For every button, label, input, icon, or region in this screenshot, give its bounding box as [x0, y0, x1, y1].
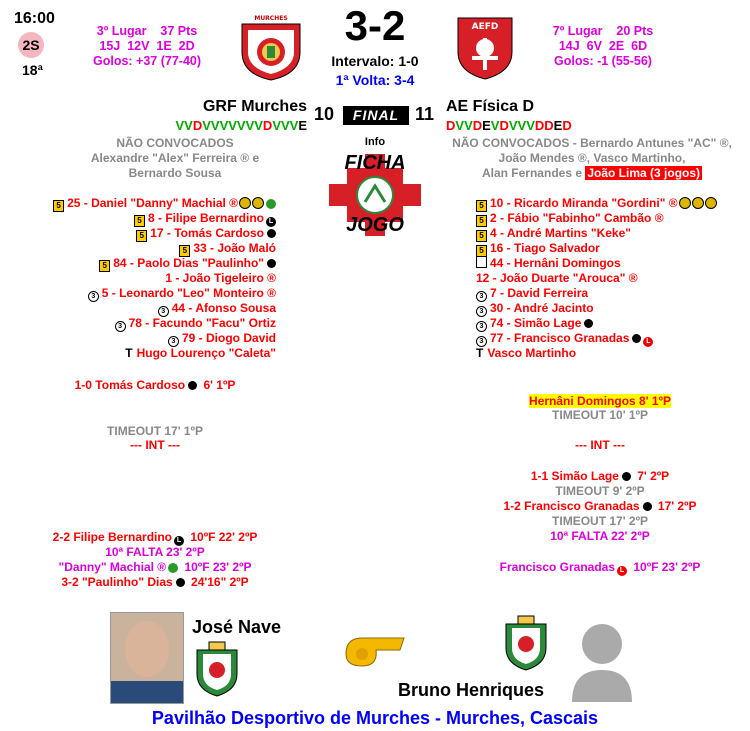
away-form-result: D [534, 118, 545, 133]
event-text [105, 545, 205, 559]
event-text [53, 530, 258, 544]
event-line [440, 484, 750, 499]
home-form-result: V [175, 118, 185, 133]
goal-ball-icon [584, 319, 593, 328]
referee-1-photo [110, 612, 184, 704]
event-text [75, 378, 236, 392]
event-label: 1-1 Simão Lage [530, 469, 619, 483]
ficha-jogo-button[interactable] [325, 150, 425, 240]
player-name: 79 - Diogo David [181, 331, 276, 345]
event-text [555, 484, 644, 498]
away-form-result: V [464, 118, 473, 133]
home-points: 37 Pts [160, 24, 198, 38]
not-called-line: João Mendes ®, Vasco Martinho, [498, 151, 686, 165]
award-icon [252, 197, 264, 209]
event-label: 3-2 "Paulinho" Dias [61, 575, 173, 589]
player-row[interactable] [134, 211, 276, 226]
player-row[interactable] [476, 316, 593, 331]
division-badge-text: 2S [22, 37, 40, 53]
away-form [446, 118, 572, 133]
player-row[interactable] [476, 241, 600, 256]
home-form-result: V [272, 118, 281, 133]
event-label: Hernâni Domingos 8' 1ºP [529, 394, 671, 408]
event-text [575, 438, 625, 452]
info-label: Info [364, 136, 386, 148]
coach-icon: T [125, 346, 133, 360]
substitute-icon: 3 [168, 336, 179, 347]
away-stats [528, 24, 678, 69]
player-row[interactable] [165, 271, 276, 286]
not-called-line: Bernardo Sousa [128, 166, 222, 180]
goal-ball-icon [267, 259, 276, 268]
home-record: 15J 12V 1E 2D [99, 39, 195, 53]
player-name: 4 - André Martins "Keke" [490, 226, 631, 240]
event-line [0, 378, 315, 393]
player-name: 8 - Filipe Bernardino [147, 211, 264, 225]
player-row[interactable] [476, 301, 594, 316]
event-line [440, 408, 750, 423]
score: 3-2 [344, 2, 406, 49]
event-label: 10ª FALTA 22' 2ºP [550, 529, 650, 543]
green-card-icon [168, 563, 178, 573]
foul-icon: L [266, 217, 276, 227]
home-form-result: V [236, 118, 246, 133]
venue[interactable]: Pavilhão Desportivo de Murches - Murches, Cascais [151, 708, 599, 728]
home-seed: 10 [314, 104, 335, 124]
event-time: 10ºF 23' 2ºP [630, 560, 701, 574]
goal-ball-icon [632, 334, 641, 343]
event-line [440, 438, 750, 453]
referee-2-crest-icon [502, 614, 550, 672]
foul-icon: L [643, 337, 653, 347]
event-line [440, 529, 750, 544]
home-not-called [50, 136, 300, 181]
not-called-line: Alexandre "Alex" Ferreira ® e [90, 151, 260, 165]
starter-icon: 5 [99, 260, 110, 272]
foul-icon: L [174, 536, 184, 546]
player-name: 10 - Ricardo Miranda "Gordini" ® [490, 196, 678, 210]
player-row[interactable] [476, 256, 621, 271]
away-seed: 11 [415, 104, 435, 124]
away-form-result: E [553, 118, 563, 133]
home-form-result: V [219, 118, 229, 133]
player-name: 2 - Fábio "Fabinho" Cambão ® [490, 211, 664, 225]
division-badge [18, 32, 44, 58]
away-form-result: D [544, 118, 554, 133]
player-name: 5 - Leonardo "Leo" Monteiro ® [101, 286, 276, 300]
jogo-text: JOGO [346, 214, 404, 236]
player-name: 30 - André Jacinto [490, 301, 594, 315]
event-line [0, 424, 315, 439]
player-name: Hugo Lourenço "Caleta" [136, 346, 276, 360]
starter-icon: 5 [476, 230, 487, 242]
home-form-result: V [210, 118, 220, 133]
goal-ball-icon [643, 502, 652, 511]
home-team-name[interactable]: GRF Murches [202, 98, 307, 115]
starter-icon: 5 [179, 245, 190, 257]
player-row[interactable] [99, 256, 276, 271]
substitute-icon: 3 [476, 306, 487, 317]
event-text [107, 424, 203, 438]
award-icon [239, 197, 251, 209]
home-form-result: V [280, 118, 290, 133]
player-name: 12 - João Duarte "Arouca" ® [476, 271, 638, 285]
referee-2-photo-placeholder [566, 612, 638, 702]
home-crest-text: MURCHES [254, 15, 288, 22]
home-crest[interactable] [236, 12, 306, 82]
event-line [0, 575, 315, 590]
whistle-icon [342, 630, 408, 670]
player-row[interactable] [125, 346, 276, 361]
player-name: 25 - Daniel "Danny" Machial ® [67, 196, 238, 210]
player-row[interactable] [476, 331, 653, 346]
player-row[interactable] [476, 196, 717, 211]
event-text [529, 394, 671, 408]
player-name: 7 - David Ferreira [490, 286, 589, 300]
player-name: 44 - Afonso Sousa [171, 301, 276, 315]
home-form-result: V [245, 118, 255, 133]
event-label: 2-2 Filipe Bernardino [52, 530, 173, 544]
event-line [0, 545, 315, 560]
substitute-icon: 3 [476, 336, 487, 347]
player-row[interactable] [476, 211, 664, 226]
player-row[interactable] [158, 301, 276, 316]
event-text [500, 560, 701, 574]
starter-icon: 5 [476, 200, 487, 212]
away-crest-text: AEFD [471, 22, 499, 32]
not-called-line: NÃO CONVOCADOS - Bernardo Antunes "AC" ®, [452, 136, 732, 150]
event-line [440, 560, 750, 575]
player-name: 17 - Tomás Cardoso [150, 226, 264, 240]
away-form-result: V [455, 118, 465, 133]
starter-icon: 5 [53, 200, 64, 212]
halftime-score: Intervalo: 1-0 [331, 53, 419, 69]
event-text [130, 438, 180, 452]
green-card-icon [266, 199, 276, 209]
away-points: 20 Pts [616, 24, 654, 38]
event-line [440, 499, 750, 514]
player-name: 16 - Tiago Salvador [490, 241, 600, 255]
player-name: 1 - João Tigeleiro ® [165, 271, 276, 285]
status-badge [343, 106, 409, 125]
event-label: TIMEOUT 10' 1ºP [552, 408, 648, 422]
event-time: 10ºF 23' 2ºP [181, 560, 252, 574]
player-row[interactable] [88, 286, 276, 301]
event-text [61, 575, 248, 589]
away-goals: Golos: -1 (55-56) [554, 54, 652, 68]
award-icon [692, 197, 704, 209]
status-text: FINAL [352, 107, 400, 123]
event-text [59, 560, 252, 574]
starter-icon: 5 [136, 230, 147, 242]
starter-icon: 5 [476, 245, 487, 257]
first-leg-score: 1ª Volta: 3-4 [335, 72, 415, 88]
event-time: 7' 2ºP [633, 469, 670, 483]
player-row[interactable] [179, 241, 276, 256]
coach-icon: T [476, 346, 484, 360]
home-form-result: V [254, 118, 263, 133]
home-form-result: D [262, 118, 273, 133]
award-icon [705, 197, 717, 209]
away-form-result: E [482, 118, 491, 133]
foul-icon: L [617, 566, 627, 576]
not-called-line: Alan Fernandes e João Lima (3 jogos) [481, 166, 701, 180]
goal-ball-icon [267, 229, 276, 238]
player-row[interactable] [53, 196, 276, 211]
home-form-result: D [192, 118, 203, 133]
player-name: 77 - Francisco Granadas [490, 331, 630, 345]
home-crest-icon [236, 12, 306, 82]
event-time: 10ºF 22' 2ºP [187, 530, 258, 544]
event-label: 1-2 Francisco Granadas [503, 499, 640, 513]
event-text [504, 499, 697, 513]
event-line [440, 394, 750, 409]
ficha-text: FICHA [344, 152, 406, 174]
goal-ball-icon [176, 578, 185, 587]
away-form-result: V [508, 118, 518, 133]
home-form [140, 118, 307, 133]
player-row[interactable] [476, 271, 638, 286]
player-name: Vasco Martinho [487, 346, 577, 360]
event-text [552, 408, 648, 422]
away-crest-icon [454, 12, 516, 82]
home-form-result: V [184, 118, 193, 133]
home-form-result: V [289, 118, 299, 133]
away-form-result: D [499, 118, 509, 133]
goal-ball-icon [188, 381, 197, 390]
player-name: 44 - Hernâni Domingos [490, 256, 621, 270]
substitute-icon: 3 [88, 291, 99, 302]
away-form-result: D [562, 118, 572, 133]
player-name: 74 - Simão Lage [490, 316, 582, 330]
event-line [0, 438, 315, 453]
event-label: --- INT --- [575, 438, 625, 452]
away-form-result: V [517, 118, 527, 133]
away-crest[interactable] [454, 12, 516, 82]
goalkeeper-starter-icon [476, 256, 487, 268]
starter-icon: 5 [476, 215, 487, 227]
home-goals: Golos: +37 (77-40) [92, 54, 202, 68]
event-time: 6' 1ºP [200, 378, 236, 392]
home-place: 3º Lugar [96, 24, 147, 38]
away-form-result: D [446, 118, 456, 133]
player-row[interactable] [476, 346, 576, 361]
event-label: TIMEOUT 17' 1ºP [107, 424, 203, 438]
event-time: 17' 2ºP [654, 499, 697, 513]
player-name: 78 - Facundo "Facu" Ortiz [128, 316, 276, 330]
substitute-icon: 3 [476, 321, 487, 332]
home-form-result: E [298, 118, 307, 133]
away-form-result: D [472, 118, 483, 133]
substitute-icon: 3 [115, 321, 126, 332]
event-label: TIMEOUT 17' 2ºP [552, 514, 648, 528]
award-icon [679, 197, 691, 209]
event-time: 24'16" 2ºP [187, 575, 249, 589]
event-line [440, 469, 750, 484]
suspended-player-badge: João Lima (3 jogos) [587, 166, 701, 180]
event-label: Francisco Granadas [499, 560, 616, 574]
home-stats [72, 24, 222, 69]
kickoff-time: 16:00 [14, 10, 55, 27]
referee-1-name: José Nave [192, 617, 282, 637]
home-form-result: V [202, 118, 211, 133]
player-row[interactable] [476, 226, 631, 241]
goal-ball-icon [622, 472, 631, 481]
event-label: "Danny" Machial ® [58, 560, 167, 574]
event-line [440, 514, 750, 529]
round-label: 18ª [22, 62, 43, 78]
away-record: 14J 6V 2E 6D [558, 39, 648, 53]
player-name: 33 - João Maló [193, 241, 276, 255]
event-label: --- INT --- [130, 438, 180, 452]
away-form-result: V [490, 118, 500, 133]
event-line [0, 560, 315, 575]
away-form-result: V [526, 118, 535, 133]
event-label: 1-0 Tomás Cardoso [74, 378, 186, 392]
away-team-name[interactable]: AE Física D [446, 98, 535, 115]
referee-2-name: Bruno Henriques [398, 680, 545, 700]
not-called-line: NÃO CONVOCADOS [116, 136, 234, 150]
player-row[interactable] [168, 331, 276, 346]
event-text [550, 529, 650, 543]
event-label: TIMEOUT 9' 2ºP [555, 484, 645, 498]
substitute-icon: 3 [476, 291, 487, 302]
event-text [552, 514, 648, 528]
home-form-result: V [228, 118, 237, 133]
player-row[interactable] [136, 226, 276, 241]
event-line [0, 530, 315, 545]
starter-icon: 5 [134, 215, 145, 227]
event-text [531, 469, 669, 483]
player-row[interactable] [115, 316, 276, 331]
away-place: 7º Lugar [552, 24, 603, 38]
referee-1-crest-icon [193, 640, 241, 698]
away-not-called [436, 136, 748, 181]
player-row[interactable] [476, 286, 588, 301]
player-name: 84 - Paolo Dias "Paulinho" [113, 256, 264, 270]
substitute-icon: 3 [158, 306, 169, 317]
event-label: 10ª FALTA 23' 2ºP [105, 545, 205, 559]
